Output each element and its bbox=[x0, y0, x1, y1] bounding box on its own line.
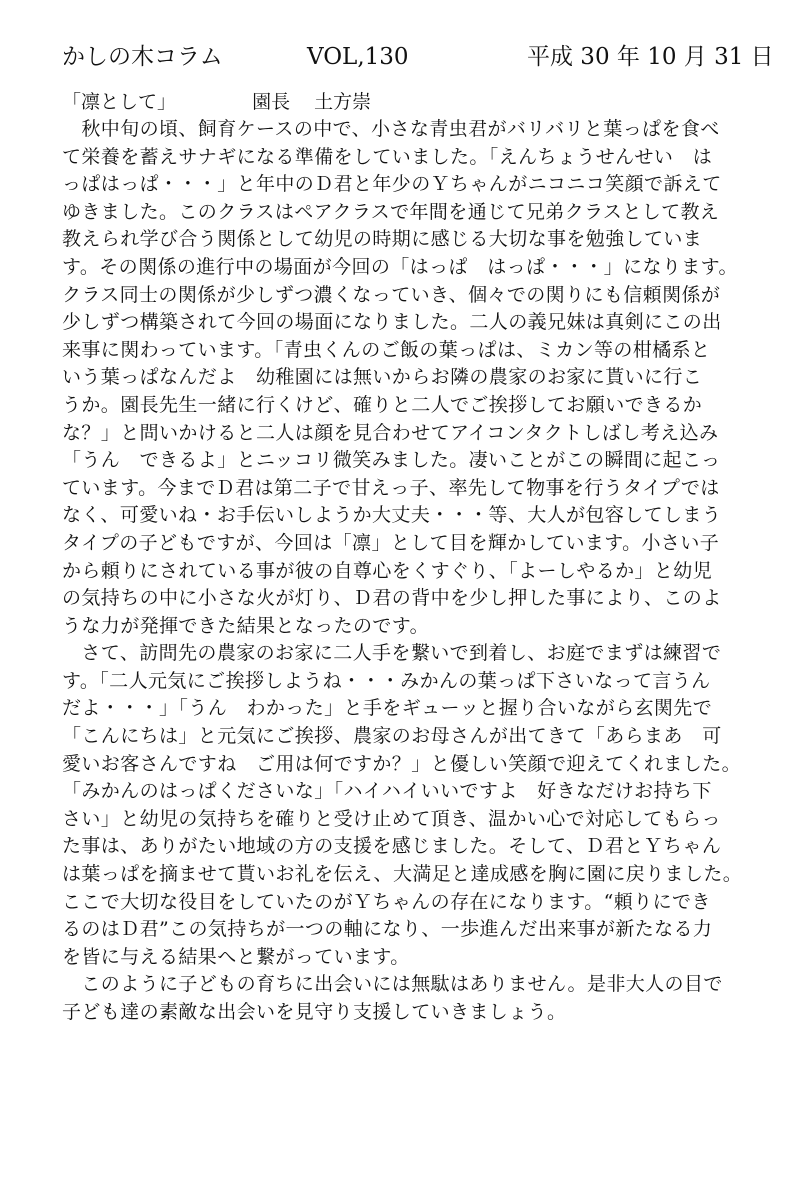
author-name: 土方崇 bbox=[314, 91, 372, 113]
body-line: 教えられ学び合う関係として幼児の時期に感じる大切な事を勉強していま bbox=[62, 228, 703, 251]
body-line: 「うん できるよ」とニッコリ微笑みました。凄いことがこの瞬間に起こっ bbox=[62, 449, 721, 472]
body-line: の気持ちの中に小さな火が灯り、Ｄ君の背中を少し押した事により、このよ bbox=[62, 587, 722, 610]
body-line: を皆に与える結果へと繋がっています。 bbox=[62, 945, 410, 968]
byline bbox=[62, 88, 371, 116]
body-line: ゆきました。このクラスはペアクラスで年間を通じて兄弟クラスとして教え bbox=[62, 200, 720, 223]
author-role: 園長 bbox=[252, 91, 291, 113]
body-line: るのはＤ君”この気持ちが一つの軸になり、一歩進んだ出来事が新たなる力 bbox=[62, 918, 713, 941]
body-line: さい」と幼児の気持ちを確りと受け止めて頂き、温かい心で対応してもらっ bbox=[62, 807, 721, 830]
volume-number: VOL,130 bbox=[307, 44, 409, 70]
body-line: いう葉っぱなんだよ 幼稚園には無いからお隣の農家のお家に貰いに行こ bbox=[62, 366, 703, 389]
body-line: さて、訪問先の農家のお家に二人手を繋いで到着し、お庭でまずは練習で bbox=[62, 642, 722, 665]
body-line: 来事に関わっています。「青虫くんのご飯の葉っぱは、ミカン等の柑橘系と bbox=[62, 338, 711, 361]
header bbox=[62, 40, 774, 74]
body-line: うな力が発揮できた結果となったのです。 bbox=[62, 614, 430, 637]
body-line: から頼りにされている事が彼の自尊心をくすぐり、「よーしやるか」と幼児 bbox=[62, 559, 713, 582]
body-line: は葉っぱを摘ませて貰いお礼を伝え、大満足と達成感を胸に園に戻りました。 bbox=[62, 863, 743, 886]
body-line: ています。今までＤ君は第二子で甘えっ子、率先して物事を行うタイプでは bbox=[62, 476, 720, 499]
body-line: っぱはっぱ・・・」と年中のＤ君と年少のＹちゃんがニコニコ笑顔で訴えて bbox=[62, 173, 722, 196]
body-line: だよ・・・」「うん わかった」と手をギューッと握り合いながら玄関先で bbox=[62, 697, 713, 720]
body-line: す。「二人元気にご挨拶しようね・・・みかんの葉っぱ下さいなって言うん bbox=[62, 669, 711, 692]
body-line: 愛いお客さんですね ご用は何ですか？」と優しい笑顔で迎えてくれました。 bbox=[62, 752, 742, 775]
body-line: クラス同士の関係が少しずつ濃くなっていき、個々での関りにも信頼関係が bbox=[62, 283, 721, 306]
article-body bbox=[62, 116, 762, 1027]
body-line: て栄養を蓄えサナギになる準備をしていました。「えんちょうせんせい は bbox=[62, 145, 713, 168]
body-line: 「こんにちは」と元気にご挨拶、農家のお母さんが出てきて「あらまあ 可 bbox=[62, 725, 722, 748]
article-heading: 「凛として」 bbox=[62, 91, 177, 113]
body-line: 秋中旬の頃、飼育ケースの中で、小さな青虫君がバリバリと葉っぱを食べ bbox=[62, 118, 720, 140]
body-line: なく、可愛いね・お手伝いしようか大丈夫・・・等、大人が包容してしまう bbox=[62, 504, 722, 527]
body-line: す。その関係の進行中の場面が今回の「はっぱ はっぱ・・・」になります。 bbox=[62, 255, 738, 278]
body-line: うか。園長先生一緒に行くけど、確りと二人でご挨拶してお願いできるか bbox=[62, 393, 703, 416]
body-line: 子ども達の素敵な出会いを見守り支援していきましょう。 bbox=[62, 1001, 567, 1023]
body-line: な？」と問いかけると二人は顔を見合わせてアイコンタクトしばし考え込み bbox=[62, 421, 719, 444]
body-line: ここで大切な役目をしていたのがＹちゃんの存在になります。“頼りにでき bbox=[62, 890, 711, 913]
issue-date: 平成 30 年 10 月 31 日 bbox=[527, 44, 774, 70]
body-line: 少しずつ構築されて今回の場面になりました。二人の義兄妹は真剣にこの出 bbox=[62, 311, 722, 334]
body-line: このように子どもの育ちに出会いには無駄はありません。是非大人の目で bbox=[62, 973, 723, 996]
body-line: た事は、ありがたい地域の方の支援を感じました。そして、Ｄ君とＹちゃん bbox=[62, 835, 722, 858]
body-line: 「みかんのはっぱくださいな」「ハイハイいいですよ 好きなだけお持ち下 bbox=[62, 780, 712, 803]
body-line: タイプの子どもですが、今回は「凛」として目を輝かしています。小さい子 bbox=[62, 531, 720, 554]
column-title: かしの木コラム bbox=[62, 44, 223, 70]
